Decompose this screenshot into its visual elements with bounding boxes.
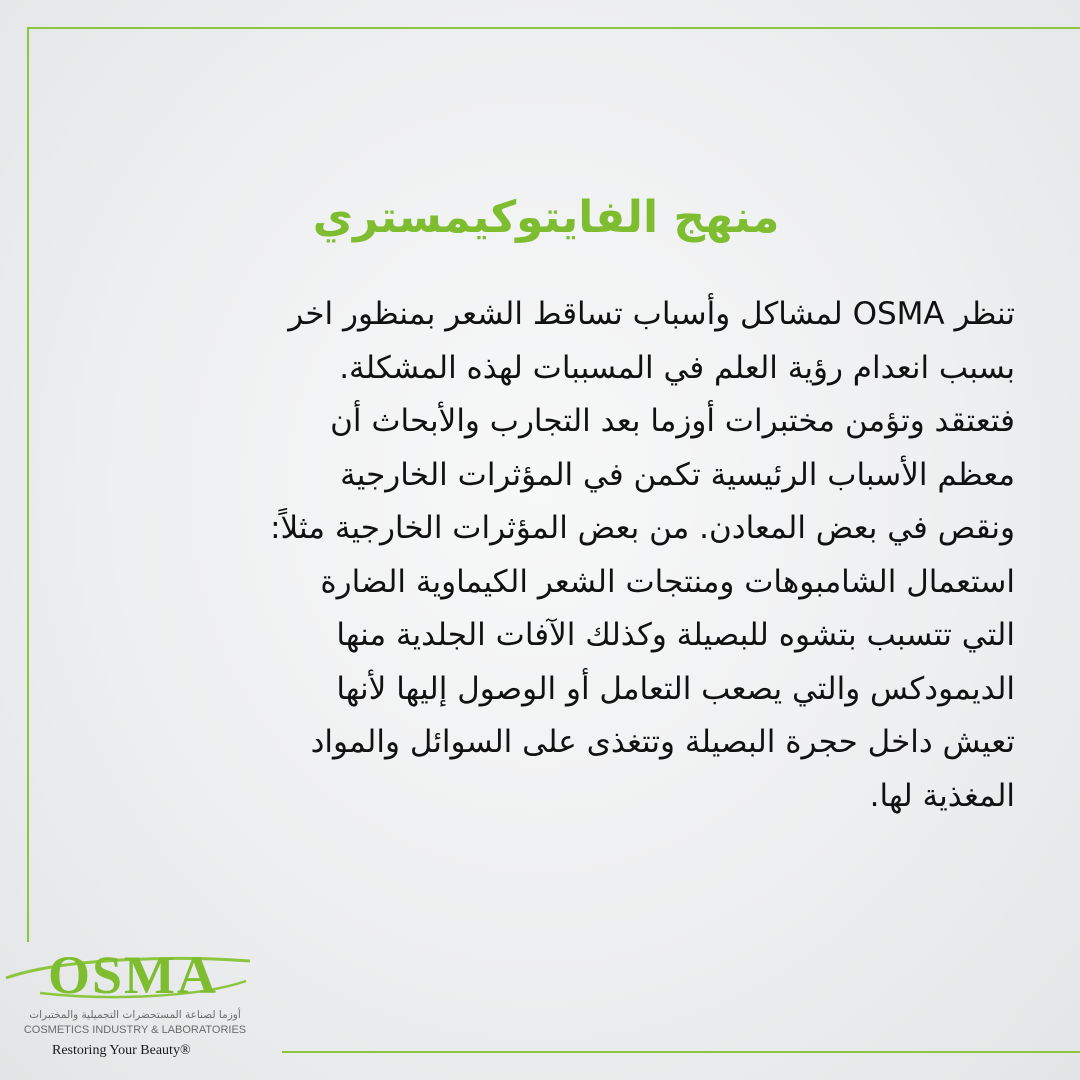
- body-line: الديمودكس والتي يصعب التعامل أو الوصول إليها لأنها: [336, 670, 1015, 707]
- body-line: المغذية لها.: [869, 777, 1015, 814]
- post-title-wrap: [0, 188, 1080, 248]
- logo-tagline: Restoring Your Beauty®: [52, 1043, 191, 1058]
- body-line: تنظر OSMA لمشاكل وأسباب تساقط الشعر بمنظور اخر: [288, 296, 1015, 332]
- post-body: [70, 288, 1015, 823]
- frame-bottom-border: [282, 1051, 1080, 1053]
- logo-wordmark: OSMA: [48, 945, 218, 1005]
- body-line: بسبب انعدام رؤية العلم في المسببات لهذه المشكلة.: [339, 349, 1015, 386]
- frame-top-border: [27, 27, 1080, 29]
- osma-logo-mark: [0, 945, 260, 1011]
- logo-arabic-name: أوزما لصناعة المستحضرات التجميلية والمختبرات: [29, 1009, 241, 1021]
- body-line: معظم الأسباب الرئيسية تكمن في المؤثرات الخارجية: [340, 456, 1015, 493]
- body-line: استعمال الشامبوهات ومنتجات الشعر الكيماوية الضارة: [320, 563, 1015, 600]
- body-line: ونقص في بعض المعادن. من بعض المؤثرات الخارجية مثلاً:: [270, 510, 1015, 546]
- body-line: تعيش داخل حجرة البصيلة وتتغذى على السوائل والمواد: [310, 724, 1015, 760]
- body-line: فتعتقد وتؤمن مختبرات أوزما بعد التجارب والأبحاث أن: [330, 403, 1015, 439]
- logo-english-name: COSMETICS INDUSTRY & LABORATORIES: [23, 1024, 247, 1036]
- body-line: التي تتسبب بتشوه للبصيلة وكذلك الآفات الجلدية منها: [336, 617, 1015, 653]
- post-title: منهج الفايتوكيمستري: [312, 192, 780, 243]
- osma-logo: [0, 945, 260, 1080]
- frame-left-border: [27, 27, 29, 942]
